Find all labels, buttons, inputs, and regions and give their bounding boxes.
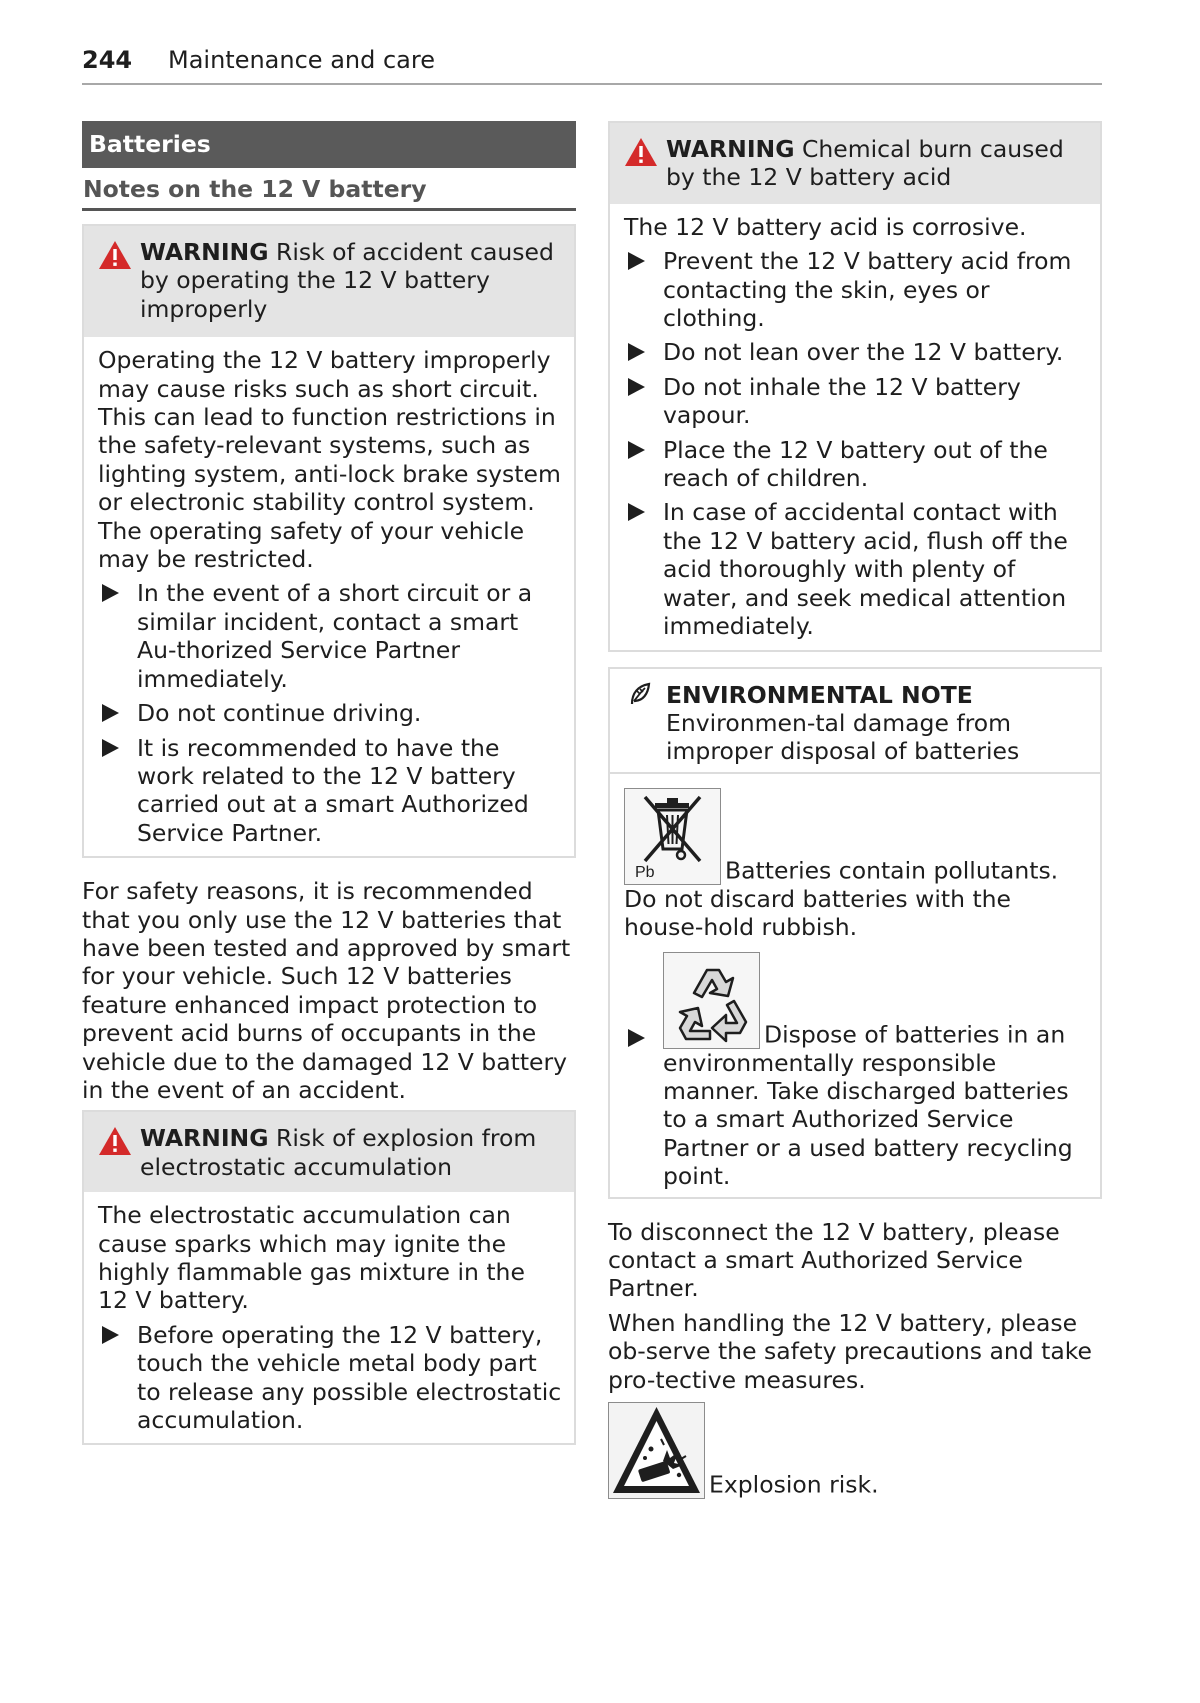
explosion-hazard-icon	[609, 1403, 704, 1498]
step-text: Do not continue driving.	[137, 699, 422, 728]
recycle-icon	[664, 953, 759, 1048]
warning-header	[84, 1112, 574, 1192]
explosion-risk-block	[608, 1402, 1102, 1499]
leaf-icon	[628, 681, 652, 707]
bullet-arrow-icon	[102, 584, 119, 602]
crossed-out-bin-icon	[625, 789, 720, 884]
chapter-title: Maintenance and care	[168, 46, 435, 74]
note-body	[610, 774, 1100, 1197]
warning-header	[610, 123, 1100, 204]
warning-box-accident	[82, 224, 576, 858]
safety-paragraph: For safety reasons, it is recommended that you only use the 12 V batteries that have been tested and approved by smart for your vehicle. Such 12 V batteries feature enhanced impact protection to prevent acid burns of occupants in the vehicle due to the damaged 12 V battery in the event of an accident.	[82, 877, 571, 1104]
pollutants-text: Batteries contain pollutants. Do not discard batteries with the house-hold rubbish.	[624, 856, 1059, 942]
step-text: Do not inhale the 12 V battery vapour.	[663, 372, 1021, 430]
crossed-bin-symbol	[624, 788, 721, 885]
step-list	[98, 579, 562, 847]
step-text: Place the 12 V battery out of the reach of children.	[663, 435, 1048, 493]
recycle-symbol	[663, 952, 760, 1049]
warning-body	[84, 1192, 574, 1443]
section-title: Batteries	[82, 121, 576, 168]
page-number: 244	[82, 46, 133, 74]
step-item	[624, 498, 1088, 640]
bullet-arrow-icon	[628, 441, 645, 459]
environmental-note-box	[608, 667, 1102, 1199]
bullet-arrow-icon	[628, 378, 645, 396]
step-list	[98, 1321, 562, 1435]
step-item	[624, 436, 1088, 493]
left-column	[82, 121, 576, 1445]
step-list	[624, 247, 1088, 640]
pollutants-block	[624, 788, 1088, 942]
step-item	[98, 734, 562, 848]
step-text: Prevent the 12 V battery acid from contacting the skin, eyes or clothing.	[663, 247, 1072, 333]
disconnect-paragraph: To disconnect the 12 V battery, please contact a smart Authorized Service Partner.	[608, 1217, 1060, 1303]
subsection-title: Notes on the 12 V battery	[82, 170, 576, 211]
warning-triangle-icon	[98, 1126, 132, 1156]
step-item	[624, 338, 1088, 366]
step-text: Do not lean over the 12 V battery.	[663, 338, 1064, 367]
step-item	[98, 699, 562, 727]
step-item	[98, 579, 562, 693]
bullet-arrow-icon	[628, 1029, 645, 1047]
step-text: In case of accidental contact with the 12 V battery acid, flush off the acid thoroughly with plenty of water, and seek medical attention immediately.	[663, 498, 1068, 641]
warning-body	[610, 204, 1100, 650]
warning-text: The electrostatic accumulation can cause sparks which may ignite the highly flammable gas mixture in the 12 V battery.	[98, 1201, 525, 1315]
warning-body	[84, 337, 574, 856]
bullet-arrow-icon	[628, 252, 645, 270]
warning-label: WARNING	[140, 238, 269, 266]
warning-header	[84, 226, 574, 337]
note-title: Environmen-tal damage from improper disposal of batteries	[666, 708, 1020, 766]
step-item	[624, 373, 1088, 430]
step-text: It is recommended to have the work related to the 12 V battery carried out at a smart Authorized Service Partner.	[137, 733, 529, 847]
bullet-arrow-icon	[102, 739, 119, 757]
note-label: ENVIRONMENTAL NOTE	[666, 680, 973, 709]
bullet-arrow-icon	[628, 343, 645, 361]
dispose-step	[624, 952, 1088, 1191]
right-column	[608, 121, 1102, 1499]
warning-title: Risk of explosion from electrostatic accumulation	[140, 1124, 537, 1181]
bullet-arrow-icon	[102, 1326, 119, 1344]
bin-label: Pb	[635, 863, 655, 881]
warning-label: WARNING	[666, 135, 795, 163]
dispose-text: Dispose of batteries in an environmentally responsible manner. Take discharged batteries to a smart Authorized Service Partner or a used battery recycling point.	[663, 1020, 1073, 1191]
step-text: In the event of a short circuit or a similar incident, contact a smart Au-thorized Service Partner immediately.	[137, 579, 533, 693]
warning-title: Chemical burn caused by the 12 V battery acid	[666, 135, 1064, 192]
warning-text: Operating the 12 V battery improperly may cause risks such as short circuit. This can lead to function restrictions in the safety-relevant systems, such as lighting system, anti-lock brake system or electronic stability control system. The operating safety of your vehicle may be restricted.	[98, 346, 561, 574]
note-header	[610, 669, 1100, 774]
bullet-arrow-icon	[628, 503, 645, 521]
warning-label: WARNING	[140, 1124, 269, 1153]
bullet-arrow-icon	[102, 704, 119, 722]
warning-text: The 12 V battery acid is corrosive.	[624, 212, 1027, 241]
warning-box-explosion	[82, 1110, 576, 1445]
warning-title: Risk of accident caused by operating the 12 V battery improperly	[140, 238, 554, 323]
page-header	[82, 44, 1102, 85]
step-item	[624, 247, 1088, 332]
explosion-caption: Explosion risk.	[709, 1470, 879, 1499]
warning-triangle-icon	[98, 240, 132, 270]
handling-paragraph: When handling the 12 V battery, please ob-serve the safety precautions and take pro-tective measures.	[608, 1308, 1092, 1394]
explosion-symbol	[608, 1402, 705, 1499]
warning-triangle-icon	[624, 137, 658, 167]
warning-box-acid	[608, 121, 1102, 652]
step-item	[98, 1321, 562, 1435]
step-text: Before operating the 12 V battery, touch the vehicle metal body part to release any possible electrostatic accumulation.	[137, 1320, 562, 1435]
dispose-block	[624, 952, 1088, 1191]
